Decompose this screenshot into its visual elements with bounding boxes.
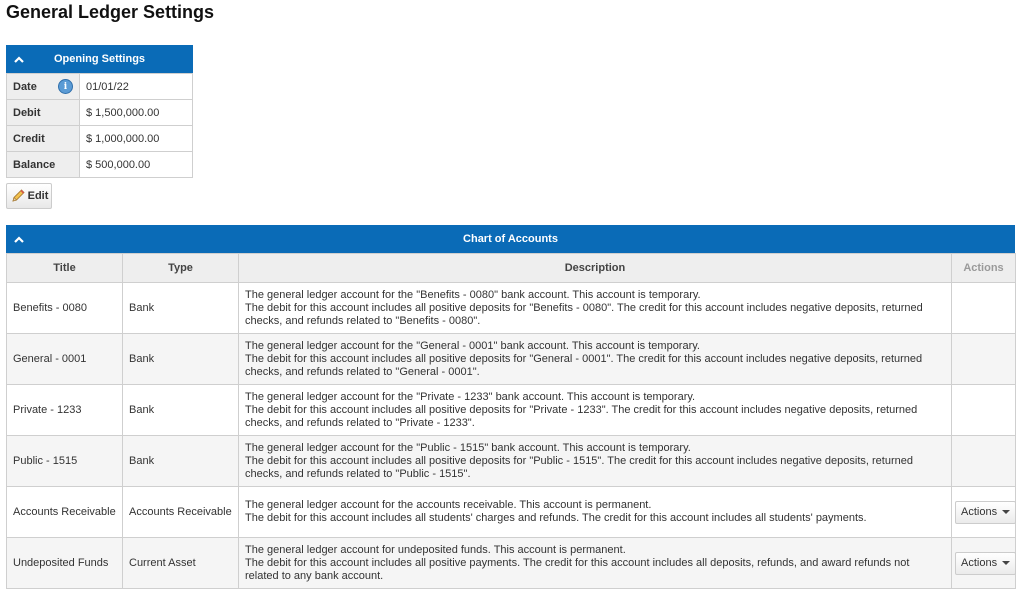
row-title: Undeposited Funds [7, 538, 123, 589]
row-type: Accounts Receivable [123, 487, 239, 538]
description-line: The debit for this account includes all students' charges and refunds. The credit for this account includes all students' payments. [245, 512, 867, 524]
chart-of-accounts-header[interactable] [6, 225, 1015, 253]
row-title: Private - 1233 [7, 385, 123, 436]
row-actions-cell [952, 436, 1016, 487]
description-line: The debit for this account includes all positive deposits for "Public - 1515". The credit for this account includes negative deposits, returned checks, and refunds related to "Public - 1515". [245, 454, 913, 480]
row-description [239, 283, 952, 334]
row-description [239, 385, 952, 436]
description-line: The general ledger account for the accounts receivable. This account is permanent. [245, 499, 652, 511]
actions-dropdown-button[interactable] [955, 552, 1016, 575]
table-row [7, 283, 1016, 334]
accounts-table [6, 253, 1016, 589]
row-actions-cell [952, 334, 1016, 385]
row-title: Benefits - 0080 [7, 283, 123, 334]
row-type: Bank [123, 385, 239, 436]
info-icon[interactable]: i [58, 79, 73, 94]
opening-label: Debit [7, 100, 80, 126]
row-title: Public - 1515 [7, 436, 123, 487]
opening-settings-table [6, 73, 193, 178]
opening-label: Balance [7, 152, 80, 178]
table-row [7, 385, 1016, 436]
description-line: The general ledger account for undeposited funds. This account is permanent. [245, 543, 626, 556]
opening-value: $ 500,000.00 [80, 152, 193, 178]
column-header-actions: Actions [952, 254, 1016, 283]
row-actions-cell [952, 538, 1016, 589]
description-line: The general ledger account for the "Private - 1233" bank account. This account is temporary. [245, 390, 696, 403]
opening-row-credit [7, 126, 193, 152]
row-title: Accounts Receivable [7, 487, 123, 538]
opening-value: 01/01/22 [80, 74, 193, 100]
opening-row-date [7, 74, 193, 100]
opening-row-debit [7, 100, 193, 126]
opening-label: Credit [7, 126, 80, 152]
table-row [7, 334, 1016, 385]
caret-down-icon [1002, 510, 1010, 514]
caret-down-icon [1002, 561, 1010, 565]
table-row [7, 436, 1016, 487]
edit-button[interactable] [6, 183, 52, 209]
table-row [7, 538, 1016, 589]
chevron-up-icon[interactable] [14, 45, 24, 73]
row-type: Current Asset [123, 538, 239, 589]
row-description [239, 487, 952, 538]
date-label: Date [13, 80, 37, 93]
actions-label: Actions [961, 557, 998, 569]
description-line: The debit for this account includes all positive deposits for "General - 0001". The credit for this account includes negative deposits, returned checks, and refunds related to "General - 0001". [245, 352, 923, 378]
row-type: Bank [123, 283, 239, 334]
page-title: General Ledger Settings [6, 2, 215, 22]
description-line: The debit for this account includes all positive payments. The credit for this account includes all deposits, refunds, and award refunds not related to any bank account. [245, 556, 910, 582]
edit-label: Edit [27, 190, 49, 202]
column-header-title[interactable]: Title [7, 254, 123, 283]
opening-settings-header[interactable] [6, 45, 193, 73]
description-line: The general ledger account for the "Benefits - 0080" bank account. This account is temporary. [245, 288, 701, 301]
row-actions-cell [952, 283, 1016, 334]
column-header-description[interactable]: Description [239, 254, 952, 283]
row-type: Bank [123, 436, 239, 487]
opening-row-balance [7, 152, 193, 178]
row-description [239, 334, 952, 385]
opening-label [7, 74, 80, 100]
row-type: Bank [123, 334, 239, 385]
description-line: The general ledger account for the "Public - 1515" bank account. This account is temporary. [245, 441, 691, 454]
description-line: The debit for this account includes all positive deposits for "Private - 1233". The credit for this account includes negative deposits, returned checks, and refunds related to "Private - 1233". [245, 403, 918, 429]
row-actions-cell [952, 487, 1016, 538]
actions-dropdown-button[interactable] [955, 501, 1016, 524]
opening-value: $ 1,500,000.00 [80, 100, 193, 126]
pencil-icon [10, 188, 26, 204]
opening-settings-title: Opening Settings [53, 53, 146, 65]
actions-label: Actions [961, 506, 998, 518]
row-description [239, 538, 952, 589]
chart-of-accounts-panel [6, 225, 1015, 589]
description-line: The general ledger account for the "General - 0001" bank account. This account is temporary. [245, 339, 700, 352]
table-header-row [7, 254, 1016, 283]
row-actions-cell [952, 385, 1016, 436]
table-row [7, 487, 1016, 538]
row-description [239, 436, 952, 487]
description-line: The debit for this account includes all positive deposits for "Benefits - 0080". The credit for this account includes negative deposits, returned checks, and refunds related to "Benefits - 0080". [245, 301, 923, 327]
column-header-type[interactable]: Type [123, 254, 239, 283]
chart-of-accounts-title: Chart of Accounts [463, 233, 558, 245]
chevron-up-icon[interactable] [14, 225, 24, 253]
row-title: General - 0001 [7, 334, 123, 385]
opening-value: $ 1,000,000.00 [80, 126, 193, 152]
opening-settings-panel [6, 45, 193, 178]
